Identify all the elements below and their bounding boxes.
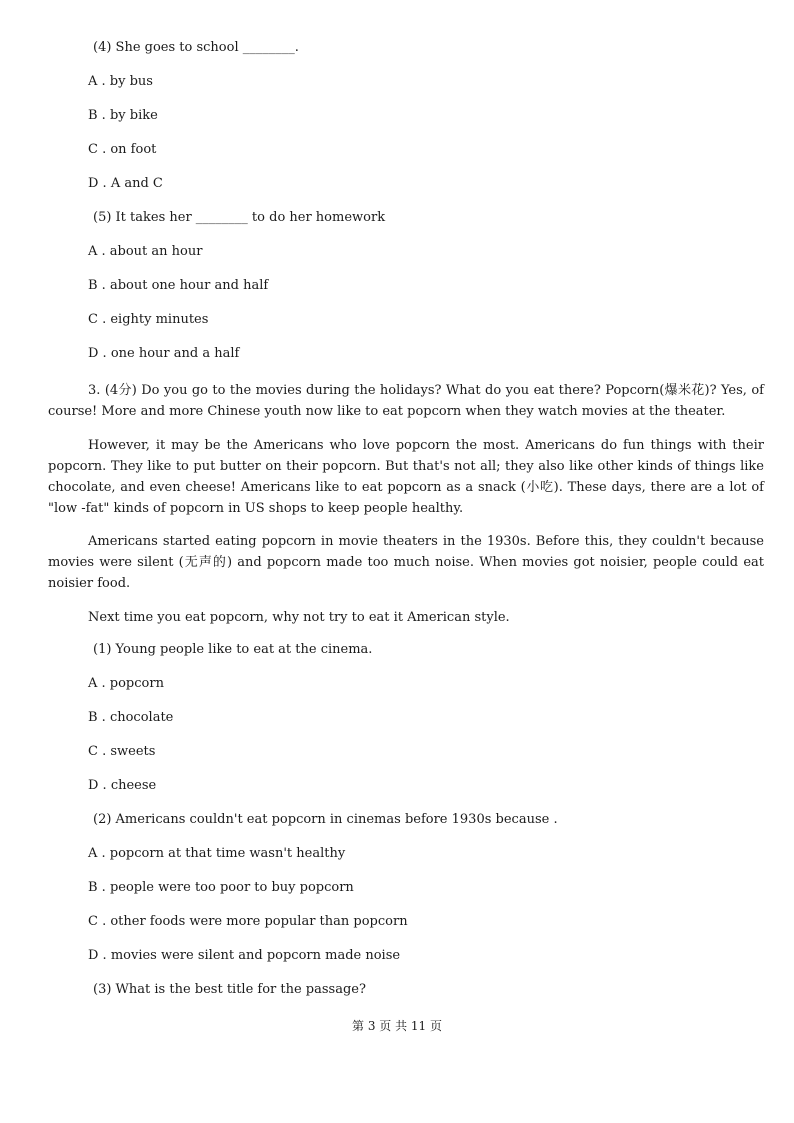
q5-option-a: A . about an hour [88, 244, 203, 259]
q5-option-d: D . one hour and a half [88, 346, 240, 361]
question-3: (3) What is the best title for the passage? [93, 982, 366, 997]
passage-text: However, it may be the Americans who love popcorn the most. Americans do fun things with their popcorn. They like to put butter on their popcorn. But that's not all; they also like other kinds of things like chocolate, and even cheese! Americans like to eat popcorn as a snack (小吃). These days, there are a lot of "low -fat" kinds of popcorn in US shops to keep people healthy. [48, 438, 764, 516]
page-footer: 第 3 页 共 11 页 [352, 1019, 442, 1033]
q4-option-a: A . by bus [88, 74, 153, 89]
q5-option-c: C . eighty minutes [88, 312, 209, 327]
question-1: (1) Young people like to eat at the cinema. [93, 642, 373, 657]
passage-paragraph-2 [48, 435, 764, 519]
question-4: (4) She goes to school ________. [93, 40, 299, 55]
question-2: (2) Americans couldn't eat popcorn in cinemas before 1930s because . [93, 812, 558, 827]
q1-option-d: D . cheese [88, 778, 157, 793]
q4-option-d: D . A and C [88, 176, 163, 191]
q2-option-b: B . people were too poor to buy popcorn [88, 880, 354, 895]
passage-paragraph-4 [48, 607, 764, 628]
q1-option-c: C . sweets [88, 744, 156, 759]
question-5: (5) It takes her ________ to do her homework [93, 210, 386, 225]
q4-option-c: C . on foot [88, 142, 157, 157]
q1-option-a: A . popcorn [88, 676, 164, 691]
passage-paragraph-3 [48, 531, 764, 594]
passage-text: 3. (4分) Do you go to the movies during the holidays? What do you eat there? Popcorn(爆米花)? Yes, of course! More and more Chinese youth now like to eat popcorn when they watch movies at the theater. [48, 383, 764, 419]
passage-paragraph-1 [48, 380, 764, 422]
q1-option-b: B . chocolate [88, 710, 174, 725]
q2-option-a: A . popcorn at that time wasn't healthy [88, 846, 346, 861]
q5-option-b: B . about one hour and half [88, 278, 269, 293]
q2-option-c: C . other foods were more popular than popcorn [88, 914, 408, 929]
q2-option-d: D . movies were silent and popcorn made noise [88, 948, 401, 963]
passage-text: Americans started eating popcorn in movie theaters in the 1930s. Before this, they couldn't because movies were silent (无声的) and popcorn made too much noise. When movies got noisier, people could eat noisier food. [48, 534, 764, 591]
q4-option-b: B . by bike [88, 108, 158, 123]
passage-text: Next time you eat popcorn, why not try to eat it American style. [88, 610, 510, 625]
